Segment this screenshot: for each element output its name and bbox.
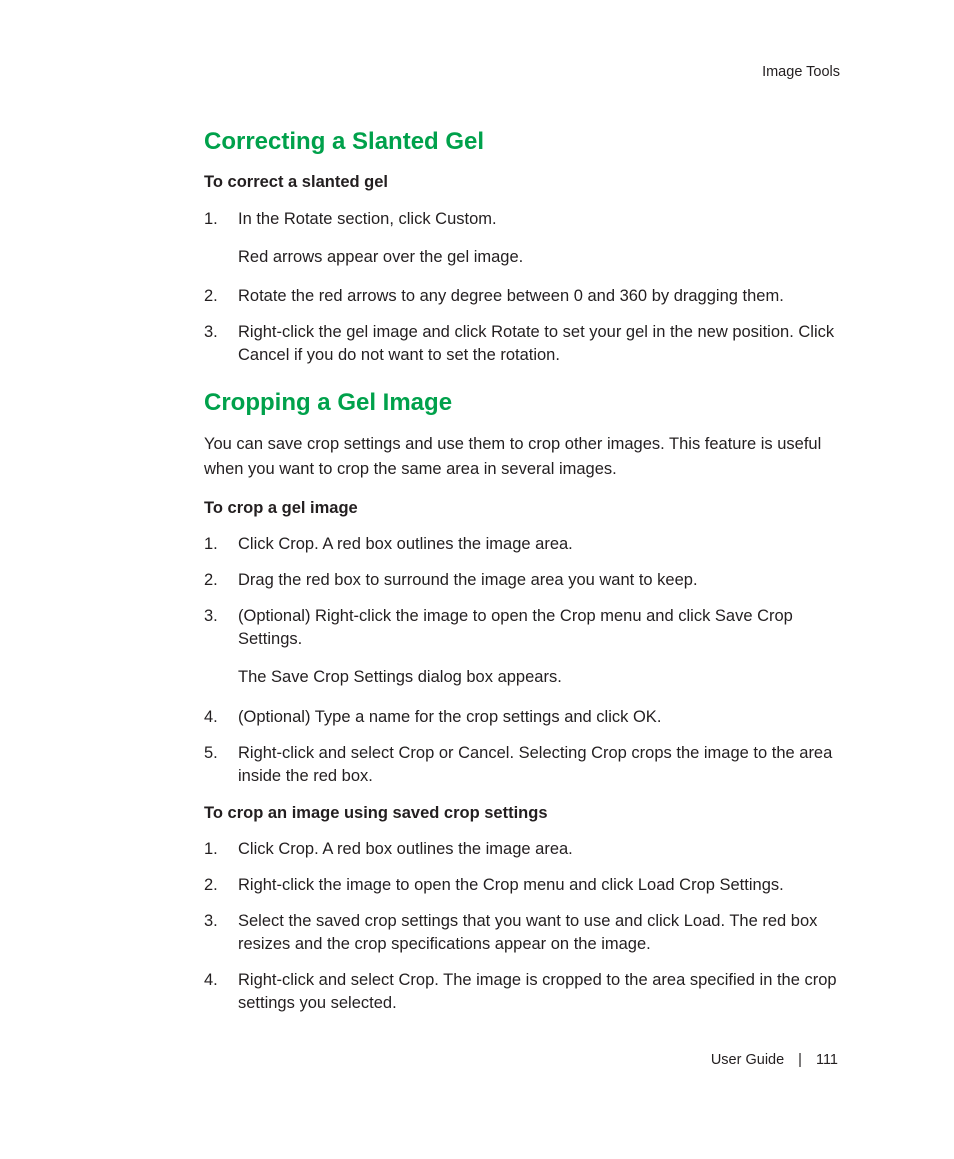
step-text: Right-click the image to open the Crop menu and click Load Crop Settings. xyxy=(238,876,784,894)
step-number: 2. xyxy=(204,287,218,305)
running-header: Image Tools xyxy=(762,64,840,80)
step-item xyxy=(204,208,844,231)
step-text: (Optional) Type a name for the crop settings and click OK. xyxy=(238,708,662,726)
step-text: Click Crop. A red box outlines the image area. xyxy=(238,840,573,858)
step-number: 5. xyxy=(204,744,218,762)
step-number: 4. xyxy=(204,971,218,989)
procedure-heading-crop-gel-image: To crop a gel image xyxy=(204,499,358,517)
section-title-slanted-gel: Correcting a Slanted Gel xyxy=(204,128,485,155)
step-item xyxy=(204,969,844,1015)
step-number: 1. xyxy=(204,210,218,228)
footer-separator: | xyxy=(798,1052,802,1068)
footer-doc-title: User Guide xyxy=(710,1052,785,1068)
step-text: Click Crop. A red box outlines the image area. xyxy=(238,535,573,553)
step-number: 1. xyxy=(204,840,218,858)
section-title-cropping-gel-image: Cropping a Gel Image xyxy=(204,389,453,416)
procedure-heading-correct-slanted-gel: To correct a slanted gel xyxy=(204,173,388,191)
step-number: 2. xyxy=(204,571,218,589)
step-number: 4. xyxy=(204,708,218,726)
step-text: Right-click the gel image and click Rotate to set your gel in the new position. Click Cancel if you do not want to set the rotation. xyxy=(238,323,835,364)
step-item xyxy=(204,838,844,861)
page-footer xyxy=(711,1052,838,1068)
step-note: The Save Crop Settings dialog box appears. xyxy=(238,668,562,686)
step-item xyxy=(204,605,844,651)
step-number: 1. xyxy=(204,535,218,553)
step-note: Red arrows appear over the gel image. xyxy=(238,248,524,266)
step-text: Drag the red box to surround the image area you want to keep. xyxy=(238,571,698,589)
step-text: Select the saved crop settings that you want to use and click Load. The red box resizes and the crop specifications appear on the image. xyxy=(238,912,818,953)
step-text: Right-click and select Crop. The image is cropped to the area specified in the crop settings you selected. xyxy=(238,971,837,1012)
procedure-heading-crop-saved-settings: To crop an image using saved crop settings xyxy=(204,804,548,822)
step-number: 3. xyxy=(204,912,218,930)
step-text: In the Rotate section, click Custom. xyxy=(238,210,497,228)
step-text: Right-click and select Crop or Cancel. Selecting Crop crops the image to the area inside the red box. xyxy=(238,744,833,785)
page-number: 111 xyxy=(815,1052,838,1068)
step-item xyxy=(204,285,844,308)
step-item xyxy=(204,910,844,956)
step-number: 3. xyxy=(204,323,218,341)
step-item xyxy=(204,569,844,592)
step-item xyxy=(204,874,844,897)
step-item xyxy=(204,706,844,729)
step-item xyxy=(204,742,844,788)
step-number: 2. xyxy=(204,876,218,894)
step-text: Rotate the red arrows to any degree between 0 and 360 by dragging them. xyxy=(238,287,784,305)
step-item xyxy=(204,321,844,367)
step-number: 3. xyxy=(204,607,218,625)
step-text: (Optional) Right-click the image to open the Crop menu and click Save Crop Settings. xyxy=(238,607,793,648)
step-item xyxy=(204,533,844,556)
section-intro: You can save crop settings and use them to crop other images. This feature is useful when you want to crop the same area in several images. xyxy=(204,435,822,478)
